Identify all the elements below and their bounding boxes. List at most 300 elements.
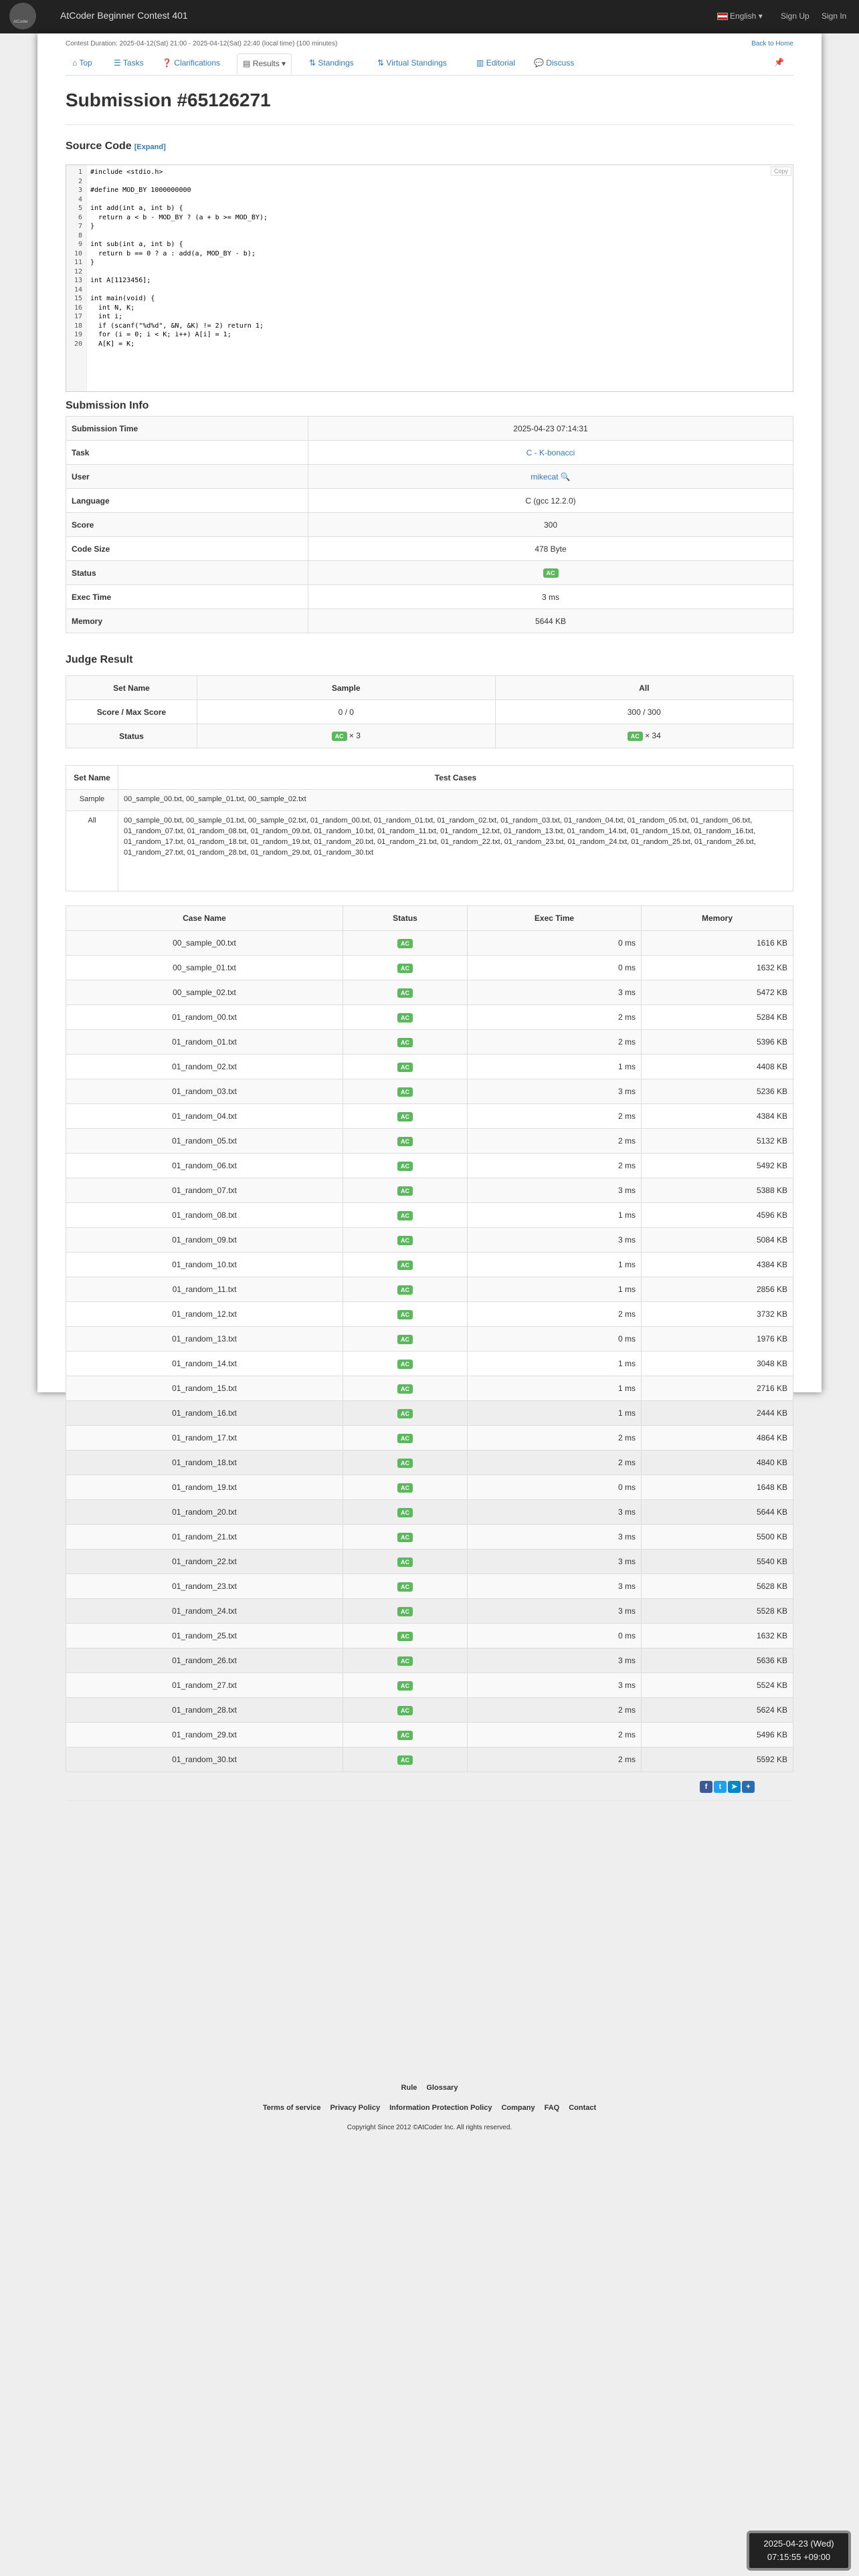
- case-status: [343, 1698, 468, 1723]
- line-number: 9: [78, 241, 82, 248]
- case-name-text: 01_random_08.txt: [172, 1210, 237, 1220]
- case-memory: [642, 1451, 793, 1475]
- case-exec-time: [468, 1599, 642, 1624]
- case-exec-time: [468, 1648, 642, 1673]
- info-label: User: [66, 465, 308, 489]
- ac-badge: AC: [397, 1558, 413, 1567]
- ac-badge: AC: [397, 1137, 413, 1146]
- case-memory-text: 5492 KB: [756, 1161, 787, 1170]
- tab-virtual-standings[interactable]: [377, 58, 447, 68]
- table-row: [66, 1599, 793, 1624]
- divider: [66, 124, 793, 125]
- code-text: int sub(int a, int b) {: [90, 241, 183, 248]
- sets-header-test-cases: Test Cases: [118, 766, 793, 790]
- case-memory: [642, 1178, 793, 1203]
- case-status: [343, 1154, 468, 1178]
- table-row: [66, 1475, 793, 1500]
- case-memory: [642, 931, 793, 956]
- source-code-block: [66, 165, 793, 392]
- code-text: int A[1123456];: [90, 277, 151, 284]
- ac-badge: AC: [397, 1483, 413, 1493]
- code-line: [66, 304, 793, 312]
- table-row: [66, 1698, 793, 1723]
- case-memory: [642, 1401, 793, 1426]
- twitter-icon[interactable]: t: [714, 1781, 727, 1793]
- case-exec-time-text: 0 ms: [617, 1334, 636, 1344]
- info-row: [66, 417, 793, 441]
- case-name: [66, 1599, 343, 1624]
- case-exec-time: [468, 1673, 642, 1698]
- table-row: [66, 1154, 793, 1178]
- case-memory: [642, 1154, 793, 1178]
- case-status: [343, 1277, 468, 1302]
- case-status: [343, 1723, 468, 1747]
- logo-text: AtCoder: [13, 20, 29, 24]
- case-memory: [642, 980, 793, 1005]
- ac-badge: AC: [397, 1162, 413, 1171]
- code-text: }: [90, 259, 95, 266]
- footer-link-company[interactable]: Company: [501, 2104, 535, 2112]
- case-exec-time: [468, 1376, 642, 1401]
- case-name-text: 00_sample_00.txt: [173, 938, 236, 948]
- task-link[interactable]: C - K-bonacci: [526, 447, 575, 457]
- case-exec-time-text: 1 ms: [617, 1285, 636, 1294]
- case-memory: [642, 956, 793, 980]
- ac-badge: AC: [397, 1656, 413, 1666]
- sign-up-link[interactable]: Sign Up: [781, 11, 809, 21]
- ac-badge: AC: [397, 1434, 413, 1443]
- case-exec-time: [468, 1327, 642, 1352]
- case-memory: [642, 1673, 793, 1698]
- table-row: [66, 956, 793, 980]
- footer-link-info-protection[interactable]: Information Protection Policy: [389, 2104, 492, 2112]
- test-cases-table: [66, 905, 793, 1772]
- table-row: [66, 1228, 793, 1253]
- case-name: [66, 1451, 343, 1475]
- info-row: [66, 585, 793, 609]
- footer-link-rule[interactable]: Rule: [401, 2084, 417, 2092]
- case-exec-time: [468, 1055, 642, 1079]
- case-status: [343, 1104, 468, 1129]
- caret-down-icon: ▾: [758, 11, 763, 21]
- case-name-text: 01_random_05.txt: [172, 1136, 237, 1146]
- footer-link-glossary[interactable]: Glossary: [426, 2084, 458, 2092]
- case-status: [343, 1549, 468, 1574]
- footer: [0, 2084, 859, 2131]
- case-memory-text: 5284 KB: [756, 1012, 787, 1022]
- case-memory-text: 3048 KB: [756, 1359, 787, 1368]
- case-exec-time: [468, 1723, 642, 1747]
- case-memory: [642, 1426, 793, 1451]
- comment-icon: 💬: [534, 58, 544, 68]
- tab-tasks-label: Tasks: [122, 58, 144, 68]
- case-name: [66, 931, 343, 956]
- case-memory-text: 1648 KB: [756, 1483, 787, 1492]
- case-exec-time: [468, 1401, 642, 1426]
- case-memory-text: 2444 KB: [756, 1408, 787, 1418]
- case-name: [66, 1549, 343, 1574]
- case-exec-time-text: 2 ms: [617, 1755, 636, 1764]
- case-exec-time: [468, 1030, 642, 1055]
- copyright: Copyright Since 2012 ©AtCoder Inc. All rights reserved.: [347, 2124, 512, 2131]
- code-line: [66, 340, 793, 348]
- ac-badge: AC: [397, 1731, 413, 1740]
- case-name: [66, 1648, 343, 1673]
- case-name: [66, 1302, 343, 1327]
- back-to-home-link[interactable]: Back to Home: [751, 40, 793, 47]
- table-row: [66, 1030, 793, 1055]
- ac-badge: AC: [332, 732, 347, 741]
- line-number: 4: [78, 195, 82, 203]
- case-exec-time: [468, 956, 642, 980]
- ac-badge: AC: [397, 1087, 413, 1097]
- case-exec-time: [468, 1352, 642, 1376]
- case-status: [343, 1352, 468, 1376]
- language-dropdown[interactable]: [717, 11, 763, 21]
- table-row: [66, 1253, 793, 1277]
- info-value: [308, 609, 793, 633]
- tab-editorial[interactable]: [476, 58, 515, 68]
- code-text: #define MOD_BY 1000000000: [90, 187, 191, 194]
- score-all: 300 / 300: [495, 700, 793, 724]
- flag-icon: [717, 13, 728, 20]
- tab-standings[interactable]: [309, 58, 354, 68]
- case-memory-text: 5236 KB: [756, 1087, 787, 1096]
- table-row: [66, 1277, 793, 1302]
- case-exec-time-text: 2 ms: [617, 1161, 636, 1170]
- case-memory-text: 4864 KB: [756, 1433, 787, 1442]
- source-code-heading: [66, 140, 166, 152]
- case-memory-text: 5644 KB: [756, 1507, 787, 1517]
- case-name: [66, 1698, 343, 1723]
- case-name-text: 00_sample_01.txt: [173, 963, 236, 972]
- line-number: 5: [78, 205, 82, 212]
- code-line: [66, 186, 793, 195]
- case-name: [66, 1475, 343, 1500]
- case-name: [66, 1747, 343, 1772]
- score-label: Score / Max Score: [66, 700, 197, 724]
- case-memory-text: 5628 KB: [756, 1582, 787, 1591]
- case-status: [343, 1178, 468, 1203]
- line-number: 11: [74, 259, 82, 266]
- table-row: [66, 1302, 793, 1327]
- code-text: int i;: [90, 313, 123, 320]
- case-exec-time-text: 2 ms: [617, 1012, 636, 1022]
- info-value-text: 2025-04-23 07:14:31: [513, 423, 588, 433]
- case-memory: [642, 1723, 793, 1747]
- case-name-text: 01_random_27.txt: [172, 1681, 237, 1690]
- case-exec-time-text: 0 ms: [617, 1483, 636, 1492]
- case-exec-time-text: 3 ms: [617, 1087, 636, 1096]
- case-name: [66, 1624, 343, 1648]
- tab-tasks[interactable]: [114, 58, 144, 68]
- info-row: [66, 465, 793, 489]
- tab-top[interactable]: [72, 58, 92, 68]
- case-exec-time-text: 3 ms: [617, 1507, 636, 1517]
- case-exec-time: [468, 1500, 642, 1525]
- case-name: [66, 980, 343, 1005]
- case-status: [343, 1574, 468, 1599]
- line-number: 8: [78, 231, 82, 239]
- case-name: [66, 1673, 343, 1698]
- case-exec-time: [468, 1549, 642, 1574]
- case-name: [66, 1426, 343, 1451]
- case-memory-text: 4408 KB: [756, 1062, 787, 1071]
- case-memory-text: 1616 KB: [756, 938, 787, 948]
- case-memory: [642, 1228, 793, 1253]
- ac-badge: AC: [397, 939, 413, 948]
- case-name: [66, 1401, 343, 1426]
- code-line: [66, 195, 793, 204]
- code-line: [66, 231, 793, 240]
- case-memory-text: 5396 KB: [756, 1037, 787, 1047]
- tab-results-label: Results: [252, 59, 280, 68]
- case-name-text: 01_random_14.txt: [172, 1359, 237, 1368]
- footer-link-privacy[interactable]: Privacy Policy: [330, 2104, 381, 2112]
- share-buttons: [698, 1780, 755, 1793]
- case-name-text: 01_random_00.txt: [172, 1012, 237, 1022]
- ac-badge: AC: [397, 1236, 413, 1245]
- case-exec-time-text: 2 ms: [617, 1037, 636, 1047]
- case-name: [66, 1723, 343, 1747]
- case-memory: [642, 1253, 793, 1277]
- case-status: [343, 1624, 468, 1648]
- clock-date: 2025-04-23 (Wed): [763, 2539, 834, 2549]
- pin-icon[interactable]: 📌: [774, 58, 784, 67]
- case-status: [343, 1475, 468, 1500]
- case-name-text: 01_random_29.txt: [172, 1730, 237, 1739]
- case-memory-text: 5084 KB: [756, 1235, 787, 1245]
- code-text: int add(int a, int b) {: [90, 205, 183, 212]
- code-line: [66, 258, 793, 267]
- case-memory: [642, 1005, 793, 1030]
- submission-info-heading: Submission Info: [66, 400, 149, 411]
- contest-title-link[interactable]: AtCoder Beginner Contest 401: [60, 10, 188, 21]
- code-text: int N, K;: [90, 304, 135, 312]
- line-number: 18: [74, 322, 82, 330]
- source-code-heading-label: Source Code: [66, 140, 132, 152]
- case-name-text: 01_random_13.txt: [172, 1334, 237, 1344]
- ac-badge: AC: [543, 568, 559, 578]
- question-icon: ❓: [162, 58, 172, 68]
- atcoder-logo[interactable]: [9, 3, 36, 29]
- facebook-icon[interactable]: f: [700, 1781, 712, 1793]
- code-text: int main(void) {: [90, 295, 155, 302]
- case-name-text: 01_random_26.txt: [172, 1656, 237, 1665]
- code-line: [66, 177, 793, 186]
- case-exec-time-text: 2 ms: [617, 1309, 636, 1319]
- case-memory-text: 1632 KB: [756, 1631, 787, 1640]
- case-name-text: 01_random_03.txt: [172, 1087, 237, 1096]
- case-exec-time-text: 2 ms: [617, 1458, 636, 1467]
- case-memory: [642, 1475, 793, 1500]
- copy-button[interactable]: Copy: [771, 167, 791, 176]
- case-exec-time: [468, 1104, 642, 1129]
- search-icon[interactable]: 🔍: [558, 471, 571, 481]
- case-name-text: 01_random_24.txt: [172, 1606, 237, 1616]
- case-name-text: 01_random_23.txt: [172, 1582, 237, 1591]
- case-exec-time: [468, 1154, 642, 1178]
- case-memory: [642, 1030, 793, 1055]
- tab-clarifications[interactable]: [162, 58, 220, 68]
- code-line: [66, 322, 793, 330]
- case-memory-text: 4384 KB: [756, 1111, 787, 1121]
- code-text: if (scanf("%d%d", &N, &K) != 2) return 1;: [90, 322, 264, 330]
- info-label: Code Size: [66, 537, 308, 561]
- case-exec-time-text: 1 ms: [617, 1408, 636, 1418]
- case-exec-time-text: 3 ms: [617, 988, 636, 997]
- judge-header-sample: Sample: [197, 676, 496, 700]
- ac-badge: AC: [397, 1310, 413, 1319]
- case-name: [66, 1203, 343, 1228]
- ac-badge: AC: [397, 988, 413, 998]
- case-status: [343, 1599, 468, 1624]
- code-line: [66, 294, 793, 303]
- user-link[interactable]: mikecat: [531, 471, 559, 481]
- ac-badge: AC: [397, 1681, 413, 1691]
- case-status: [343, 1055, 468, 1079]
- info-value-text: 478 Byte: [535, 544, 567, 554]
- tab-standings-label: Standings: [318, 58, 354, 68]
- line-number: 14: [74, 286, 82, 294]
- case-memory: [642, 1079, 793, 1104]
- case-memory-text: 5388 KB: [756, 1186, 787, 1195]
- case-exec-time: [468, 1253, 642, 1277]
- case-status: [343, 1030, 468, 1055]
- language-label: English: [730, 11, 757, 21]
- table-row: [66, 1178, 793, 1203]
- case-exec-time: [468, 1005, 642, 1030]
- status-sample-count: × 3: [349, 731, 361, 740]
- line-number: 12: [74, 267, 82, 276]
- table-row: [66, 1525, 793, 1549]
- cases-header-memory: Memory: [642, 906, 793, 931]
- case-memory-text: 5496 KB: [756, 1730, 787, 1739]
- tab-discuss[interactable]: [534, 58, 574, 68]
- ac-badge: AC: [397, 1335, 413, 1344]
- case-name: [66, 1253, 343, 1277]
- case-exec-time: [468, 980, 642, 1005]
- code-line: [66, 222, 793, 231]
- line-number: 19: [74, 331, 82, 338]
- case-status: [343, 1525, 468, 1549]
- case-exec-time-text: 2 ms: [617, 1433, 636, 1442]
- code-line: [66, 330, 793, 339]
- footer-link-contact[interactable]: Contact: [569, 2104, 597, 2112]
- case-exec-time-text: 3 ms: [617, 1532, 636, 1541]
- case-status: [343, 1401, 468, 1426]
- info-value-text: C (gcc 12.2.0): [525, 496, 576, 506]
- footer-link-terms[interactable]: Terms of service: [262, 2104, 321, 2112]
- ac-badge: AC: [397, 1582, 413, 1592]
- table-row: [66, 980, 793, 1005]
- info-label: Language: [66, 489, 308, 513]
- case-exec-time: [468, 1228, 642, 1253]
- case-memory: [642, 1327, 793, 1352]
- case-status: [343, 1327, 468, 1352]
- case-memory-text: 5624 KB: [756, 1705, 787, 1715]
- case-name-text: 01_random_20.txt: [172, 1507, 237, 1517]
- score-sample: 0 / 0: [197, 700, 496, 724]
- code-text: #include <stdio.h>: [90, 169, 163, 176]
- judge-result-table: [66, 675, 793, 748]
- expand-link[interactable]: [Expand]: [134, 143, 166, 151]
- book-icon: ▥: [476, 58, 484, 68]
- case-status: [343, 931, 468, 956]
- line-number: 16: [74, 304, 82, 312]
- ac-badge: AC: [397, 1632, 413, 1641]
- line-number: 2: [78, 177, 82, 185]
- info-value-text: 5644 KB: [535, 616, 567, 626]
- line-number: 15: [74, 295, 82, 302]
- ac-badge: AC: [397, 1755, 413, 1765]
- code-line: [66, 267, 793, 276]
- footer-link-faq[interactable]: FAQ: [544, 2104, 560, 2112]
- case-exec-time-text: 3 ms: [617, 1656, 636, 1665]
- case-exec-time-text: 1 ms: [617, 1260, 636, 1269]
- case-name-text: 00_sample_02.txt: [173, 988, 236, 997]
- case-memory: [642, 1203, 793, 1228]
- case-name-text: 01_random_06.txt: [172, 1161, 237, 1170]
- case-status: [343, 1203, 468, 1228]
- clock-time: 07:15:55 +09:00: [767, 2552, 831, 2562]
- table-row: [66, 1005, 793, 1030]
- table-row: [66, 1401, 793, 1426]
- sign-in-link[interactable]: Sign In: [822, 11, 847, 21]
- case-name-text: 01_random_10.txt: [172, 1260, 237, 1269]
- case-name-text: 01_random_19.txt: [172, 1483, 237, 1492]
- top-navbar: [0, 0, 859, 33]
- ac-badge: AC: [628, 732, 643, 741]
- case-exec-time: [468, 1079, 642, 1104]
- ac-badge: AC: [397, 1063, 413, 1072]
- case-status: [343, 1500, 468, 1525]
- code-text: return a < b - MOD_BY ? (a + b >= MOD_BY);: [90, 213, 268, 221]
- share-plus-icon[interactable]: +: [742, 1781, 755, 1793]
- ac-badge: AC: [397, 1607, 413, 1616]
- case-memory: [642, 1129, 793, 1154]
- case-name: [66, 1129, 343, 1154]
- case-exec-time-text: 3 ms: [617, 1186, 636, 1195]
- case-memory-text: 3732 KB: [756, 1309, 787, 1319]
- case-memory: [642, 1302, 793, 1327]
- case-name-text: 01_random_25.txt: [172, 1631, 237, 1640]
- case-status: [343, 1451, 468, 1475]
- info-label: Submission Time: [66, 417, 308, 441]
- case-exec-time: [468, 931, 642, 956]
- contest-duration: Contest Duration: 2025-04-12(Sat) 21:00 - 2025-04-12(Sat) 22:40 (local time) (100 minutes): [66, 40, 338, 47]
- case-memory: [642, 1698, 793, 1723]
- case-exec-time-text: 3 ms: [617, 1582, 636, 1591]
- ac-badge: AC: [397, 1285, 413, 1295]
- info-value: [308, 441, 793, 465]
- line-number: 13: [74, 277, 82, 284]
- case-name: [66, 1525, 343, 1549]
- info-value-text: 300: [543, 520, 558, 530]
- info-value: [308, 417, 793, 441]
- case-memory-text: 1632 KB: [756, 963, 787, 972]
- status-sample: [197, 724, 496, 748]
- code-text: }: [90, 223, 95, 230]
- code-text: for (i = 0; i < K; i++) A[i] = 1;: [90, 331, 231, 338]
- tab-results[interactable]: [237, 53, 292, 74]
- info-value: [308, 513, 793, 537]
- case-exec-time-text: 1 ms: [617, 1384, 636, 1393]
- case-exec-time: [468, 1178, 642, 1203]
- case-status: [343, 1673, 468, 1698]
- telegram-icon[interactable]: ➤: [728, 1781, 741, 1793]
- table-row: [66, 1327, 793, 1352]
